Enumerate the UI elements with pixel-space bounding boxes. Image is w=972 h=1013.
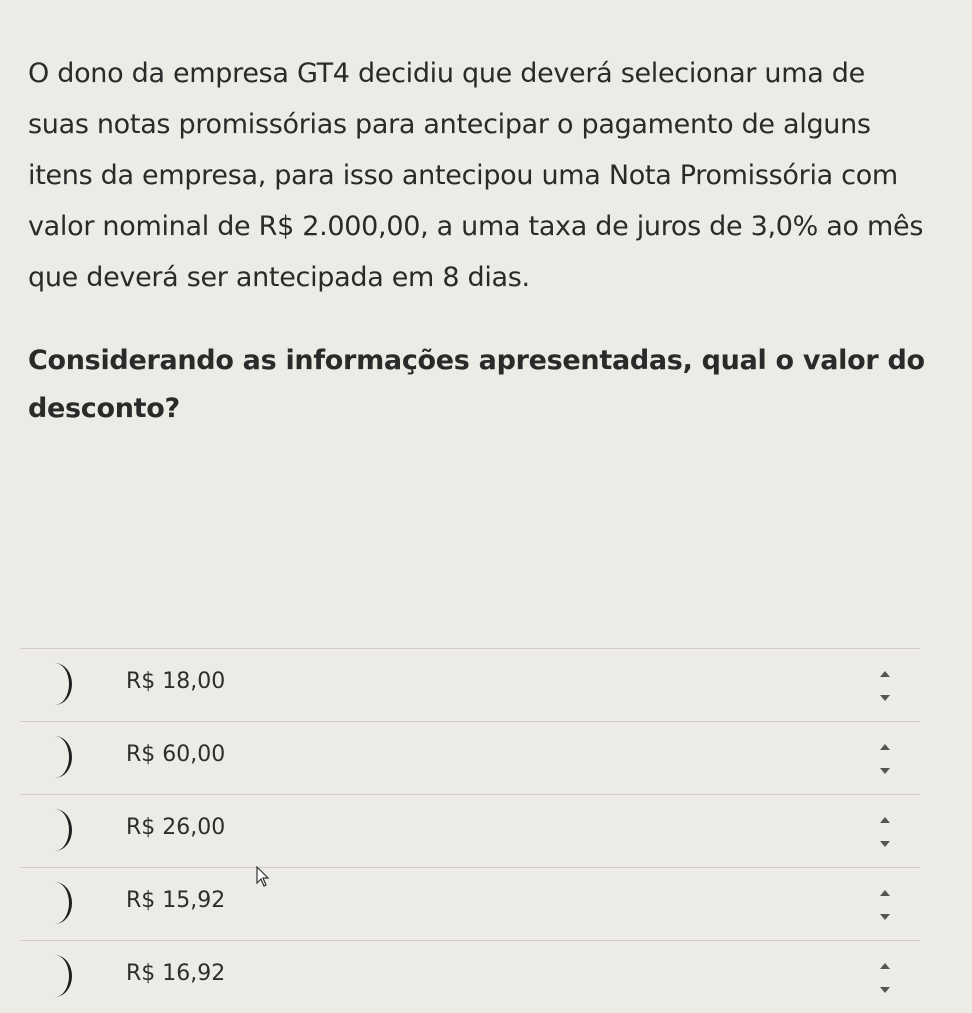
arrow-down-icon[interactable]	[880, 768, 890, 774]
reorder-control[interactable]	[878, 890, 892, 920]
arrow-up-icon[interactable]	[880, 817, 890, 823]
arrow-down-icon[interactable]	[880, 914, 890, 920]
radio-button[interactable]	[38, 663, 72, 705]
arrow-up-icon[interactable]	[880, 671, 890, 677]
question-text: O dono da empresa GT4 decidiu que deverá selecionar uma de suas notas promissórias para antecipar o pagamento de alguns itens da empresa, para isso antecipou uma Nota Promissória com valor nominal de R$ 2.000,00, a uma taxa de juros de 3,0% ao mês que deverá ser antecipada em 8 dias.	[28, 58, 924, 293]
question-prompt: Considerando as informações apresentadas, qual o valor do desconto?	[28, 345, 925, 424]
radio-button[interactable]	[38, 736, 72, 778]
option-c[interactable]	[20, 794, 920, 867]
option-b[interactable]	[20, 721, 920, 794]
radio-button[interactable]	[38, 809, 72, 851]
arrow-down-icon[interactable]	[880, 841, 890, 847]
radio-button[interactable]	[38, 882, 72, 924]
option-label: R$ 16,92	[126, 961, 226, 986]
arrow-up-icon[interactable]	[880, 744, 890, 750]
radio-button[interactable]	[38, 955, 72, 997]
arrow-up-icon[interactable]	[880, 963, 890, 969]
option-label: R$ 60,00	[126, 742, 226, 767]
option-e[interactable]	[20, 940, 920, 1013]
arrow-down-icon[interactable]	[880, 987, 890, 993]
arrow-up-icon[interactable]	[880, 890, 890, 896]
option-label: R$ 15,92	[126, 888, 226, 913]
reorder-control[interactable]	[878, 671, 892, 701]
question-block	[28, 48, 928, 433]
option-d[interactable]	[20, 867, 920, 940]
answer-options	[20, 648, 920, 1013]
reorder-control[interactable]	[878, 744, 892, 774]
mouse-pointer-icon	[256, 866, 270, 888]
option-a[interactable]	[20, 648, 920, 721]
arrow-down-icon[interactable]	[880, 695, 890, 701]
reorder-control[interactable]	[878, 817, 892, 847]
option-label: R$ 26,00	[126, 815, 226, 840]
option-label: R$ 18,00	[126, 669, 226, 694]
